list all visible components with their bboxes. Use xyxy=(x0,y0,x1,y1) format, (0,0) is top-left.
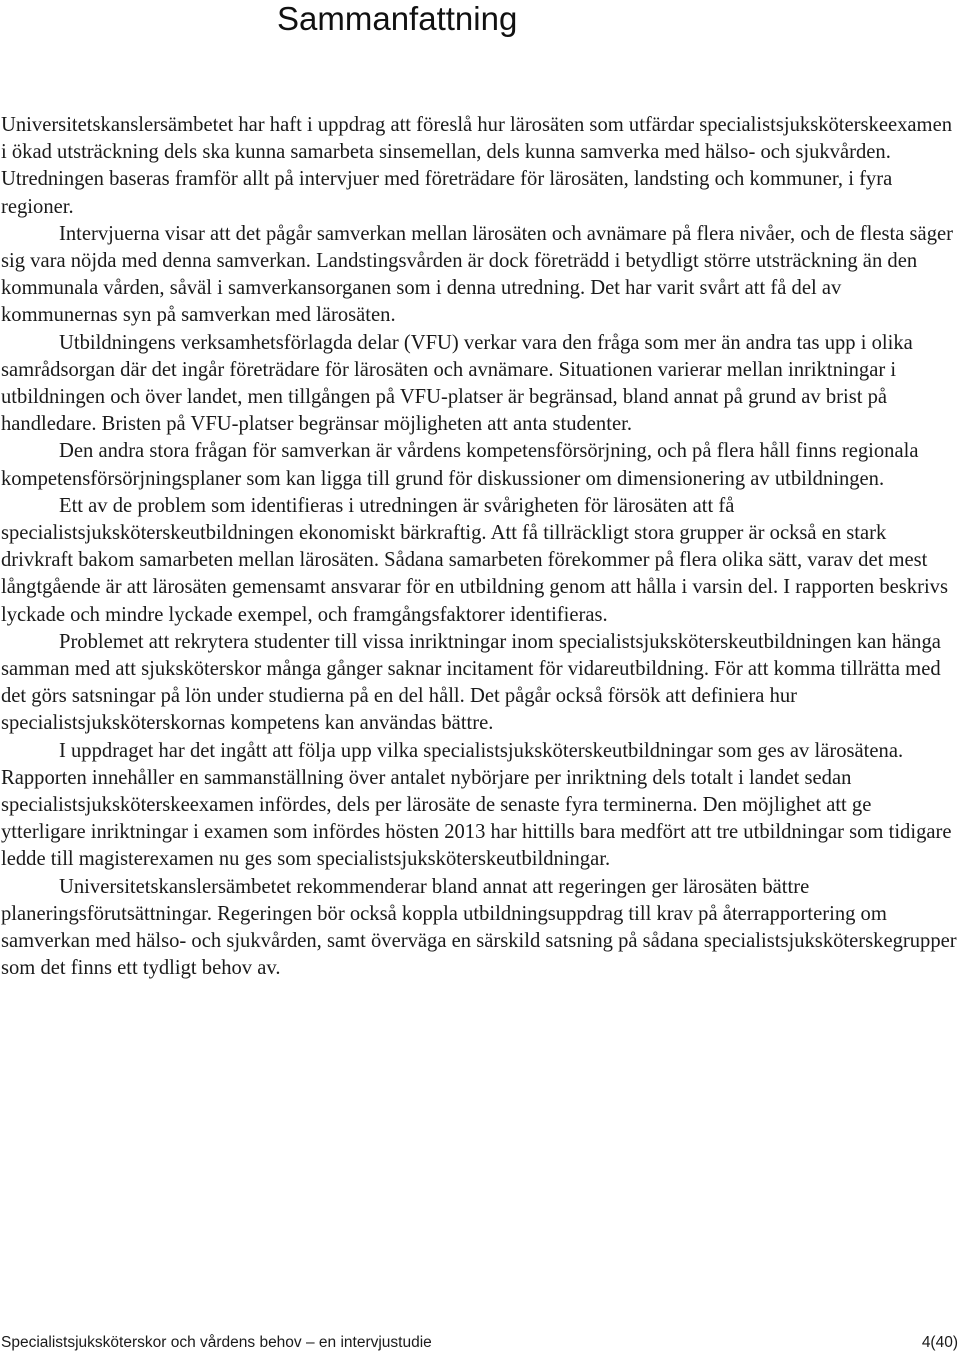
paragraph: Ett av de problem som identifieras i utredningen är svårigheten för lärosäten att få specialistsjuksköterskeutbildningen ekonomiskt bärkraftig. Att få tillräckligt stora grupper är också en stark drivkraft bakom samarbeten mellan lärosäten. Sådana samarbeten förekommer på flera olika sätt, varav det mest långtgående är att lärosäten gemensamt ansvarar för en utbildning genom att hålla i varsin del. I rapporten beskrivs lyckade och mindre lyckade exempel, och framgångsfaktorer identifieras. xyxy=(1,494,948,626)
paragraph: Utbildningens verksamhetsförlagda delar (VFU) verkar vara den fråga som mer än andra tas upp i olika samrådsorgan där det ingår företrädare för lärosäten och avnämare. Situationen varierar mellan inriktningar i utbildningen och över landet, men tillgången på VFU-platser är begränsad, bland annat på grund av brist på handledare. Bristen på VFU-platser begränsar möjligheten att anta studenter. xyxy=(1,331,913,436)
summary-body xyxy=(1,112,959,983)
paragraph: Universitetskanslersämbetet rekommenderar bland annat att regeringen ger lärosäten bättre planeringsförutsättningar. Regeringen bör också koppla utbildningsuppdrag till krav på återrapportering om samverkan med hälso- och sjukvården, samt överväga en särskild satsning på sådana specialistsjuksköterskegrupper som det finns ett tydligt behov av. xyxy=(1,875,957,980)
page-title: Sammanfattning xyxy=(277,0,518,37)
paragraph: Problemet att rekrytera studenter till vissa inriktningar inom specialistsjuksköterskeutbildningen kan hänga samman med att sjuksköterskor många gånger saknar incitament för vidareutbildning. För att komma tillrätta med det görs satsningar på lön under studierna på en del håll. Det pågår också försök att definiera hur specialistsjuksköterskornas kompetens kan användas bättre. xyxy=(1,630,941,735)
footer-page-number: 4(40) xyxy=(921,1334,958,1351)
paragraph: Intervjuerna visar att det pågår samverkan mellan lärosäten och avnämare på flera nivåer, och de flesta säger sig vara nöjda med denna samverkan. Landstingsvården är dock företrädd i betydligt större utsträckning än den kommunala vården, såväl i samverkansorganen som i denna utredning. Det har varit svårt att få del av kommunernas syn på samverkan med lärosäten. xyxy=(1,222,953,327)
paragraph: I uppdraget har det ingått att följa upp vilka specialistsjuksköterskeutbildningar som ges av lärosätena. Rapporten innehåller en sammanställning över antalet nybörjare per inriktning dels totalt i landet sedan specialistsjuksköterskeexamen infördes, dels per lärosäte de senaste fyra terminerna. Den möjlighet att ge ytterligare inriktningar i examen som infördes hösten 2013 har hittills bara medfört att tre utbildningar som tidigare ledde till magisterexamen nu ges som specialistsjuksköterskeutbildningar. xyxy=(1,739,952,871)
paragraph: Universitetskanslersämbetet har haft i uppdrag att föreslå hur lärosäten som utfärdar specialistsjuksköterskeexamen i ökad utsträckning dels ska kunna samarbeta sinsemellan, dels kunna samverka med hälso- och sjukvården. Utredningen baseras framför allt på intervjuer med företrädare för lärosäten, landsting och kommuner, i fyra regioner. xyxy=(1,114,953,218)
paragraph: Den andra stora frågan för samverkan är vårdens kompetensförsörjning, och på flera håll finns regionala kompetensförsörjningsplaner som kan ligga till grund för diskussioner om dimensionering av utbildningen. xyxy=(1,440,919,490)
footer-document-title: Specialistsjuksköterskor och vårdens behov – en intervjustudie xyxy=(1,1334,432,1351)
